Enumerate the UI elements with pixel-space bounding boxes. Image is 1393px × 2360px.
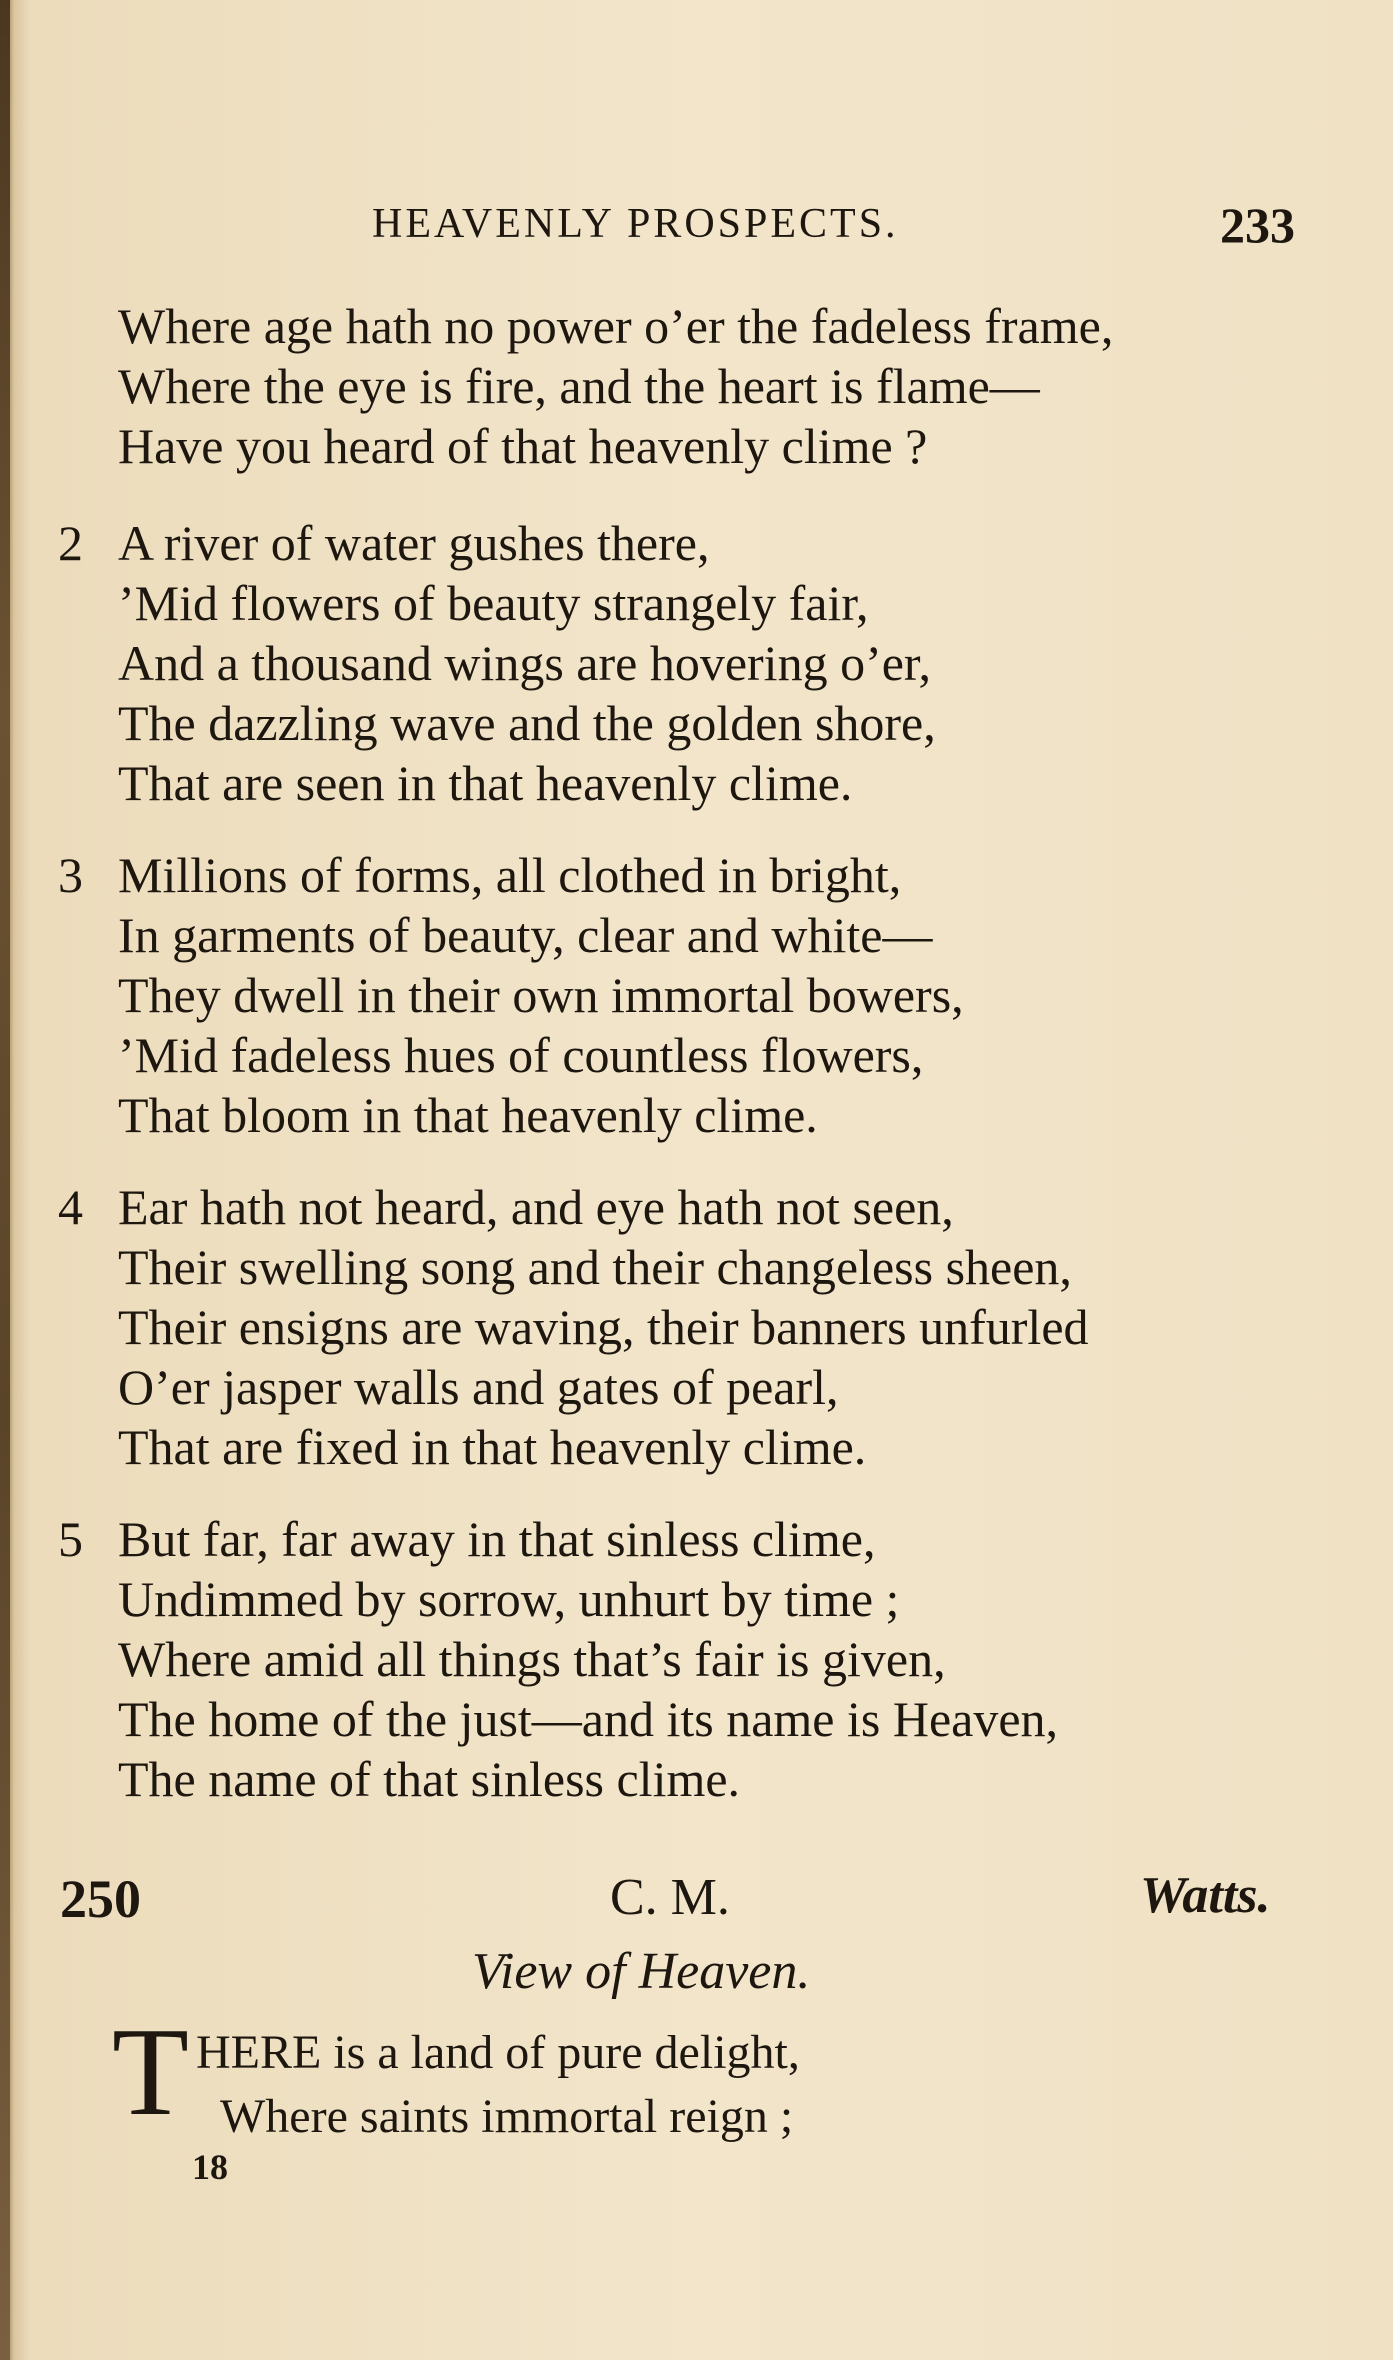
verse-line: Millions of forms, all clothed in bright, bbox=[118, 847, 902, 903]
verse-line: Ear hath not heard, and eye hath not seen, bbox=[118, 1179, 954, 1235]
hymn-number: 250 bbox=[60, 1869, 141, 1929]
verse-line: That are seen in that heavenly clime. bbox=[118, 755, 853, 811]
verse-line: They dwell in their own immortal bowers, bbox=[118, 967, 964, 1023]
hymn-author: Watts. bbox=[1140, 1867, 1271, 1924]
drop-cap: T bbox=[112, 2003, 189, 2142]
verse-line: ’Mid fadeless hues of countless flowers, bbox=[118, 1027, 924, 1083]
verse-number: 3 bbox=[58, 847, 83, 903]
page-header bbox=[0, 197, 1393, 260]
verse-line: Their swelling song and their changeless sheen, bbox=[118, 1239, 1072, 1295]
hymn-meter: C. M. bbox=[610, 1869, 730, 1926]
verse-line: Their ensigns are waving, their banners unfurled bbox=[118, 1299, 1089, 1355]
intro-line: Have you heard of that heavenly clime ? bbox=[118, 418, 928, 474]
verse-number: 4 bbox=[58, 1179, 83, 1235]
verse-number: 2 bbox=[58, 515, 83, 571]
verse-line: The name of that sinless clime. bbox=[118, 1751, 741, 1807]
page-number: 233 bbox=[1220, 197, 1295, 253]
running-head: HEAVENLY PROSPECTS. bbox=[372, 201, 899, 247]
verse-line: And a thousand wings are hovering o’er, bbox=[118, 635, 932, 691]
verse-number: 5 bbox=[58, 1511, 83, 1567]
verse-line: O’er jasper walls and gates of pearl, bbox=[118, 1359, 839, 1415]
verse-line: That bloom in that heavenly clime. bbox=[118, 1087, 818, 1143]
hymn-line: HERE is a land of pure delight, bbox=[196, 2026, 800, 2079]
hymn-title: View of Heaven. bbox=[472, 1943, 811, 2000]
verse-line: That are fixed in that heavenly clime. bbox=[118, 1419, 867, 1475]
verse-line: Undimmed by sorrow, unhurt by time ; bbox=[118, 1571, 900, 1627]
hymn-line: Where saints immortal reign ; bbox=[220, 2090, 794, 2143]
verse-line: A river of water gushes there, bbox=[118, 515, 710, 571]
intro-line: Where the eye is fire, and the heart is flame— bbox=[118, 358, 1040, 414]
verse-line: The dazzling wave and the golden shore, bbox=[118, 695, 936, 751]
book-spine-edge bbox=[0, 0, 10, 2360]
verse-line: But far, far away in that sinless clime, bbox=[118, 1511, 876, 1567]
verse-line: In garments of beauty, clear and white— bbox=[118, 907, 933, 963]
verse-line: The home of the just—and its name is Heaven, bbox=[118, 1691, 1059, 1747]
signature-mark: 18 bbox=[192, 2147, 228, 2187]
verse-line: Where amid all things that’s fair is given, bbox=[118, 1631, 946, 1687]
verse-line: ’Mid flowers of beauty strangely fair, bbox=[118, 575, 869, 631]
intro-line: Where age hath no power o’er the fadeless frame, bbox=[118, 298, 1114, 354]
